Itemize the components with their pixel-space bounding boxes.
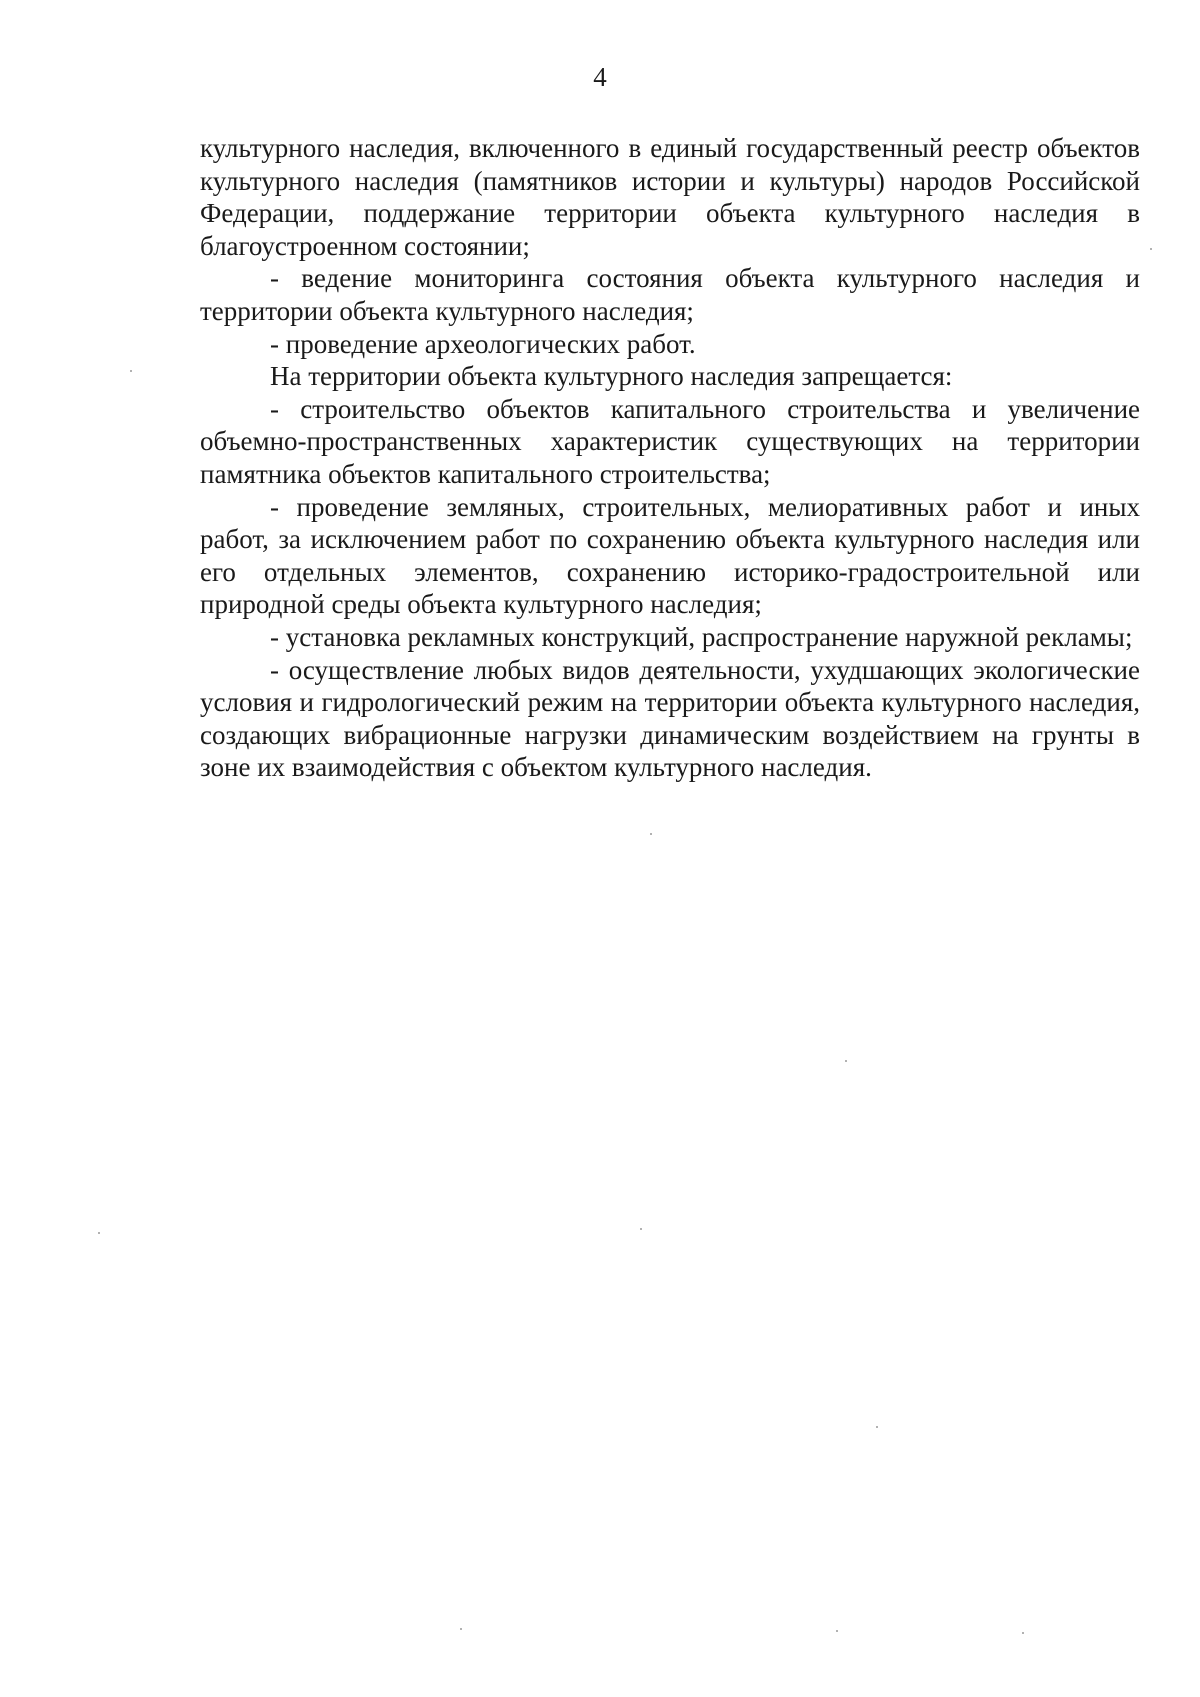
paragraph-earthworks: - проведение земляных, строительных, мелиоративных работ и иных работ, за исключением работ по сохранению объекта культурного наследия или его отдельных элементов, сохранению историко-градостроительной или природной среды объекта культурного наследия; xyxy=(200,491,1140,620)
scan-speck xyxy=(1150,248,1152,250)
paragraph-activities: - осуществление любых видов деятельности, ухудшающих экологические условия и гидрологический режим на территории объекта культурного наследия, создающих вибрационные нагрузки динамическим воздействием на грунты в зоне их взаимодействия с объектом культурного наследия. xyxy=(200,654,1140,783)
page-number: 4 xyxy=(593,62,607,92)
scan-speck xyxy=(98,1232,100,1234)
paragraph-construction: - строительство объектов капитального строительства и увеличение объемно-пространственных характеристик существующих на территории памятника объектов капитального строительства; xyxy=(200,393,1140,489)
paragraph-advertising: - установка рекламных конструкций, распространение наружной рекламы; xyxy=(270,621,1133,652)
paragraph-prohibitions-heading: На территории объекта культурного наследия запрещается: xyxy=(270,361,953,392)
scan-speck xyxy=(1022,1632,1024,1634)
scan-speck xyxy=(460,1628,462,1630)
scan-speck xyxy=(836,1630,838,1632)
scan-speck xyxy=(130,370,132,372)
document-body xyxy=(200,132,1140,784)
paragraph-monitoring: - ведение мониторинга состояния объекта культурного наследия и территории объекта культурного наследия; xyxy=(200,263,1140,326)
paragraph-archaeology: - проведение археологических работ. xyxy=(270,328,696,359)
scan-speck xyxy=(845,1060,847,1062)
scan-speck xyxy=(650,833,652,835)
scan-speck xyxy=(640,1228,642,1230)
paragraph-continuation: культурного наследия, включенного в единый государственный реестр объектов культурного наследия (памятников истории и культуры) народов Российской Федерации, поддержание территории объекта культурного наследия в благоустроенном состоянии; xyxy=(200,133,1140,261)
scan-speck xyxy=(876,1426,878,1428)
